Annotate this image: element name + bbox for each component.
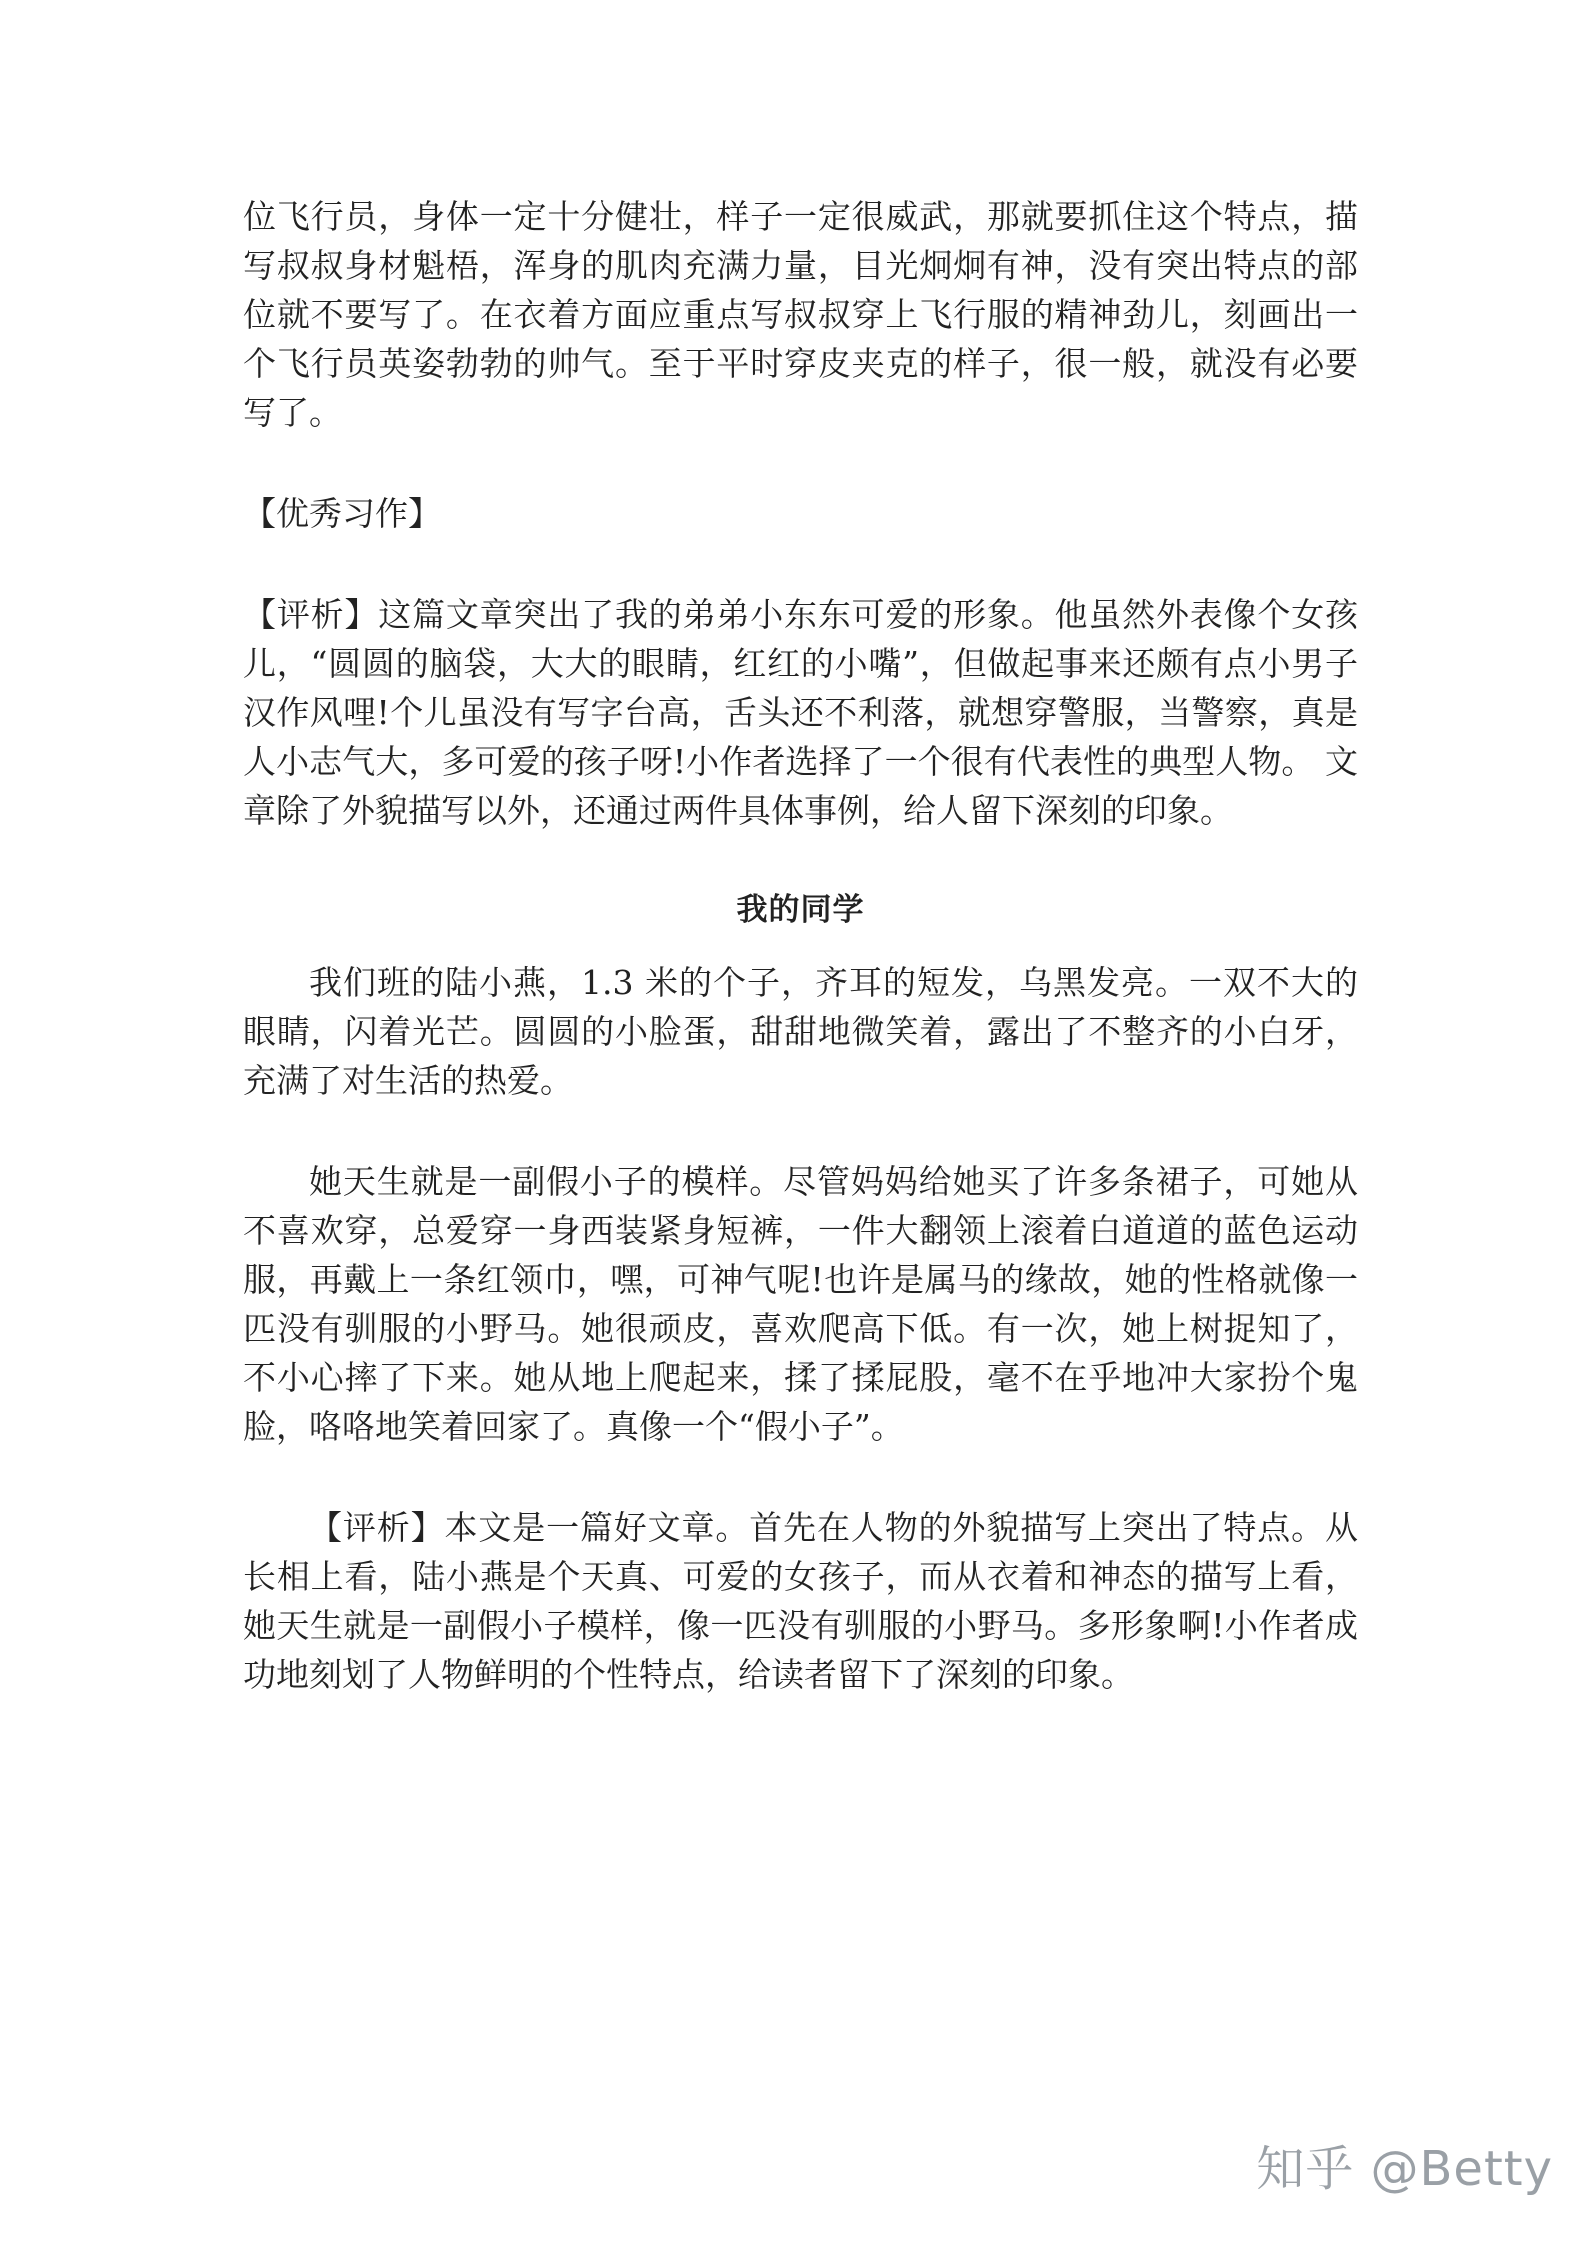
zhihu-watermark: 知乎 @Betty xyxy=(1256,2141,1553,2197)
excellent-essay-label: 【优秀习作】 xyxy=(243,494,441,533)
document-page xyxy=(243,192,1358,1699)
review-paragraph-1: 【评析】这篇文章突出了我的弟弟小东东可爱的形象。他虽然外表像个女孩儿，“圆圆的脑袋，大大的眼睛，红红的小嘴”，但做起事来还颇有点小男子汉作风哩!个儿虽没有写字台高，舌头还不利落，就想穿警服，当警察，真是人小志气大，多可爱的孩子呀!小作者选择了一个很有代表性的典型人物。 文章除了外貌描写以外，还通过两件具体事例，给人留下深刻的印象。 xyxy=(243,595,1358,830)
essay-paragraph-2: 她天生就是一副假小子的模样。尽管妈妈给她买了许多条裙子，可她从不喜欢穿，总爱穿一身西装紧身短裤，一件大翻领上滚着白道道的蓝色运动服，再戴上一条红领巾，嘿，可神气呢!也许是属马的缘故，她的性格就像一匹没有驯服的小野马。她很顽皮，喜欢爬高下低。有一次，她上树捉知了，不小心摔了下来。她从地上爬起来，揉了揉屁股，毫不在乎地冲大家扮个鬼脸，咯咯地笑着回家了。真像一个“假小子”。 xyxy=(243,1162,1358,1446)
essay-paragraph-1: 我们班的陆小燕，1.3 米的个子，齐耳的短发，乌黑发亮。一双不大的眼睛，闪着光芒。圆圆的小脸蛋，甜甜地微笑着，露出了不整齐的小白牙，充满了对生活的热爱。 xyxy=(243,963,1358,1100)
intro-paragraph: 位飞行员，身体一定十分健壮，样子一定很威武，那就要抓住这个特点，描写叔叔身材魁梧，浑身的肌肉充满力量，目光炯炯有神，没有突出特点的部位就不要写了。在衣着方面应重点写叔叔穿上飞行服的精神劲儿，刻画出一个飞行员英姿勃勃的帅气。至于平时穿皮夹克的样子，很一般，就没有必要写了。 xyxy=(243,197,1358,432)
review-paragraph-2: 【评析】本文是一篇好文章。首先在人物的外貌描写上突出了特点。从长相上看，陆小燕是个天真、可爱的女孩子，而从衣着和神态的描写上看，她天生就是一副假小子模样，像一匹没有驯服的小野马。多形象啊!小作者成功地刻划了人物鲜明的个性特点，给读者留下了深刻的印象。 xyxy=(243,1508,1358,1694)
essay-title: 我的同学 xyxy=(736,892,865,928)
